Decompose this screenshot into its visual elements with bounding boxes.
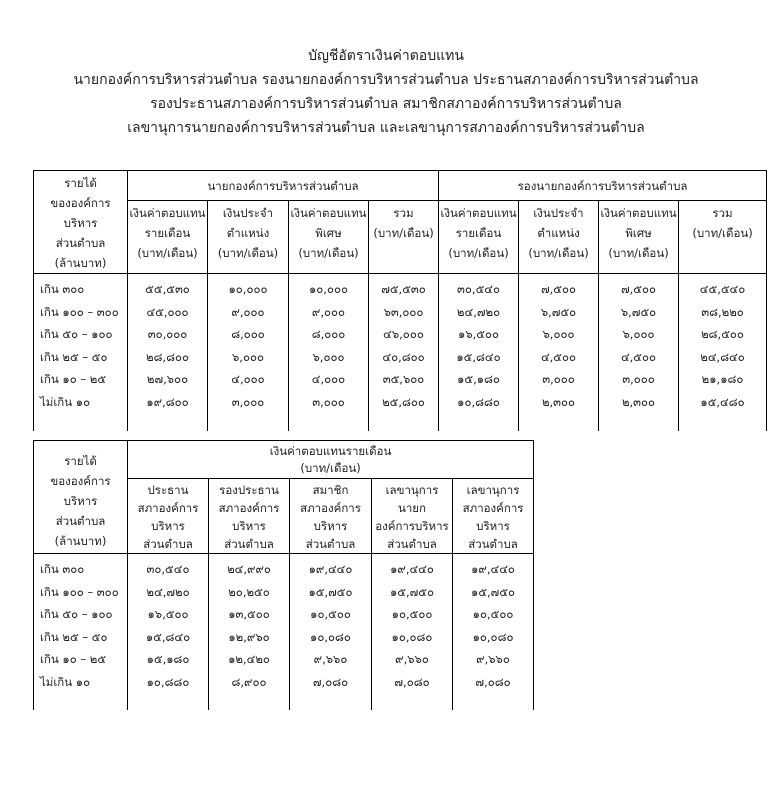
column-header-line: ส่วนตำบล [468,537,518,551]
column-header [208,201,289,274]
column-header-line: ส่วนตำบล [387,537,437,551]
column-header-line: บริหาร [232,519,266,533]
column-header-line: รวม [712,206,733,221]
data-cell: ๓,๐๐๐ [542,372,575,386]
data-column [372,554,453,710]
data-cell: ๑๐,๐๘๐ [391,629,433,644]
row-labels-column [34,554,128,710]
data-cell: ๓๐,๐๐๐ [147,327,188,341]
data-cell: ๘,๐๐๐ [231,327,265,341]
data-cell: ๖,๐๐๐ [312,349,345,364]
row-label: เกิน ๕๐ – ๑๐๐ [40,607,113,621]
data-cell: ๑๕,๘๔๐ [456,349,501,364]
title-line: นายกองค์การบริหารส่วนตำบล รองนายกองค์การบริหารส่วนตำบล ประธานสภาองค์การบริหารส่วนตำบล [73,72,699,88]
data-cell: ๑๐,๐๐๐ [308,282,349,296]
data-cell: ๖,๐๐๐ [622,327,655,341]
column-header-line: สภาองค์การ [462,501,524,515]
data-cell: ๙,๐๐๐ [311,304,346,319]
data-cell: ๖,๗๕๐ [540,304,577,319]
data-cell: ๑๐,๕๐๐ [472,607,514,621]
column-header-line: สภาองค์การ [300,501,361,515]
income-header [34,441,128,554]
data-cell: ๕๕,๕๓๐ [145,282,190,296]
data-column [289,274,369,431]
data-cell: ๔๖,๐๐๐ [383,327,424,341]
column-header [209,479,290,554]
data-cell: ๗,๕๐๐ [540,282,577,296]
column-header-line: รายเดือน [455,226,502,241]
row-label: เกิน ๕๐ – ๑๐๐ [40,327,113,341]
data-cell: ๑๐,๕๐๐ [391,607,433,621]
column-header-line: (บาท/เดือน) [137,246,198,261]
data-cell: ๑๐,๐๘๐ [472,629,514,644]
data-cell: ๗,๐๘๐ [394,674,430,689]
document-title [0,44,772,140]
data-column [679,274,767,431]
data-cell: ๖,๐๐๐ [231,349,264,364]
column-header-line: บริหาร [476,519,510,533]
data-column [369,274,439,431]
column-header-line: เงินค่าตอบแทน [440,206,517,221]
data-cell: ๑๒,๔๒๐ [228,652,270,666]
data-column [453,554,534,710]
income-header-line: ส่วนตำบล [55,514,106,528]
data-cell: ๑๕,๗๕๐ [471,584,516,599]
column-header-line: สภาองค์การ [218,501,280,515]
group-header-deputy-mayor: รองนายกองค์การบริหารส่วนตำบล [439,171,767,201]
data-cell: ๓๐,๕๔๐ [457,282,500,296]
data-cell: ๖,๗๕๐ [620,304,657,319]
data-cell: ๑๐,๐๐๐ [228,282,268,296]
column-header [372,479,453,554]
data-column [439,274,519,431]
data-cell: ๖๓,๐๐๐ [383,304,424,319]
column-header-line: (บาท/เดือน) [692,226,753,241]
data-column [290,554,372,710]
column-header-line: ส่วนตำบล [224,537,274,551]
column-header-line: เงินประจำ [533,206,584,221]
row-label: เกิน ๓๐๐ [40,282,85,296]
column-header-line: เงินค่าตอบแทน [129,206,206,221]
income-header-line: ขององค์การบริหาร [50,196,111,230]
column-header-line: องค์การบริหาร [375,519,449,533]
title-line: บัญชีอัตราเงินค่าตอบแทน [308,48,464,64]
row-label: เกิน ๒๕ – ๕๐ [40,349,108,364]
column-header-line: รายเดือน [144,226,191,241]
data-column [519,274,599,431]
row-labels-column [34,274,128,431]
data-cell: ๑๒,๙๖๐ [228,629,270,644]
data-cell: ๔,๕๐๐ [620,349,657,364]
income-header-line: รายได้ [64,454,97,468]
data-cell: ๔๕,๐๐๐ [146,304,189,319]
data-cell: ๑๕,๘๔๐ [145,629,191,644]
column-header [679,201,767,274]
data-cell: ๓,๐๐๐ [312,394,345,409]
row-label: เกิน ๓๐๐ [40,562,85,576]
data-column [128,274,208,431]
data-cell: ๑๐,๕๐๐ [310,607,351,621]
data-cell: ๑๙,๘๐๐ [146,394,189,409]
data-cell: ๒๘,๘๐๐ [145,349,190,364]
column-header [369,201,439,274]
column-header-line: สมาชิก [312,483,349,497]
column-header [599,201,679,274]
data-cell: ๙,๖๖๐ [313,652,348,666]
data-cell: ๓๕,๖๐๐ [382,372,425,386]
data-column [128,554,209,710]
group-header-monthly [128,441,534,479]
data-cell: ๔,๐๐๐ [311,372,346,386]
data-cell: ๑๓,๕๐๐ [228,607,270,621]
column-header-line: เงินประจำ [222,206,274,221]
column-header-line: (บาท/เดือน) [373,226,434,241]
column-header [439,201,519,274]
data-cell: ๒๕,๘๐๐ [382,394,425,409]
compensation-table-executives [33,170,767,431]
row-label: เกิน ๑๐ – ๒๕ [40,372,107,386]
title-line: รองประธานสภาองค์การบริหารส่วนตำบล สมาชิกสภาองค์การบริหารส่วนตำบล [150,96,622,112]
column-header-line: ตำแหน่ง [226,226,270,241]
data-cell: ๒๗,๖๐๐ [146,372,189,386]
group-line: (บาท/เดือน) [300,461,361,475]
data-cell: ๔๐,๘๐๐ [382,349,425,364]
data-cell: ๒๔,๗๒๐ [456,304,501,319]
row-label: เกิน ๑๐๐ – ๓๐๐ [40,584,119,599]
column-header-line: (บาท/เดือน) [298,246,359,261]
income-header-line: (ล้านบาท) [54,534,107,548]
data-cell: ๔,๕๐๐ [540,349,577,364]
data-cell: ๒,๓๐๐ [541,394,576,409]
column-header-line: ประธาน [147,483,189,497]
column-header-line: เลขานุการ [466,483,520,497]
compensation-table-council [33,440,534,710]
data-cell: ๗๕,๕๓๐ [381,282,426,296]
row-label: ไม่เกิน ๑๐ [40,674,91,689]
data-cell: ๑๙,๔๔๐ [308,562,353,576]
row-label: ไม่เกิน ๑๐ [40,394,91,409]
column-header-line: เลขานุการ [385,483,439,497]
data-cell: ๒๘,๕๐๐ [701,327,744,341]
column-header-line: (บาท/เดือน) [528,246,589,261]
data-cell: ๑๐,๐๘๐ [310,629,351,644]
data-cell: ๙,๖๖๐ [395,652,429,666]
data-cell: ๔๕,๕๔๐ [699,282,746,296]
column-header [519,201,599,274]
data-column [208,274,289,431]
data-cell: ๗,๐๘๐ [475,674,511,689]
income-header-line: รายได้ [64,176,97,190]
group-line: เงินค่าตอบแทนรายเดือน [269,444,392,458]
column-header-line: ส่วนตำบล [305,537,356,551]
column-header-line: นายก [397,501,427,515]
column-header-line: พิเศษ [315,226,342,241]
column-header-line: ส่วนตำบล [143,537,193,551]
data-cell: ๗,๕๐๐ [620,282,657,296]
column-header [128,479,209,554]
income-header [34,171,128,274]
data-cell: ๑๖,๕๐๐ [147,607,189,621]
column-header-line: ตำแหน่ง [537,226,580,241]
column-header-line: รองประธาน [219,483,279,497]
data-cell: ๓,๐๐๐ [231,394,265,409]
data-cell: ๖,๐๐๐ [542,327,575,341]
data-cell: ๒๔,๘๔๐ [700,349,745,364]
data-cell: ๔,๐๐๐ [231,372,265,386]
data-cell: ๑๕,๑๘๐ [146,652,190,666]
title-line: เลขานุการนายกองค์การบริหารส่วนตำบล และเลขานุการสภาองค์การบริหารส่วนตำบล [127,120,645,136]
data-cell: ๑๙,๔๔๐ [471,562,515,576]
row-label: เกิน ๒๕ – ๕๐ [40,629,108,644]
data-cell: ๑๕,๗๕๐ [389,584,435,599]
data-cell: ๒๔,๙๙๐ [227,562,271,576]
data-cell: ๙,๐๐๐ [231,304,265,319]
data-cell: ๑๐,๘๘๐ [457,394,500,409]
data-cell: ๙,๖๖๐ [476,652,510,666]
column-header-line: พิเศษ [625,226,652,241]
column-header-line: (บาท/เดือน) [217,246,279,261]
data-column [599,274,679,431]
data-cell: ๓,๐๐๐ [622,372,655,386]
column-header-line: (บาท/เดือน) [448,246,509,261]
data-cell: ๑๕,๔๘๐ [700,394,745,409]
income-header-line: (ล้านบาท) [54,256,107,270]
column-header-line: เงินค่าตอบแทน [600,206,677,221]
column-header-line: บริหาร [151,519,185,533]
column-header [453,479,534,554]
column-header [289,201,369,274]
data-cell: ๘,๙๐๐ [231,674,267,689]
data-cell: ๗,๐๘๐ [312,674,349,689]
group-header-mayor: นายกองค์การบริหารส่วนตำบล [128,171,439,201]
data-cell: ๓๘,๒๒๐ [701,304,744,319]
data-column [209,554,290,710]
data-cell: ๑๙,๔๔๐ [390,562,434,576]
row-label: เกิน ๑๐๐ – ๓๐๐ [40,304,119,319]
column-header [290,479,372,554]
data-cell: ๓๐,๕๔๐ [146,562,190,576]
data-cell: ๑๕,๗๕๐ [308,584,353,599]
column-header-line: สภาองค์การ [137,501,199,515]
data-cell: ๒๔,๗๒๐ [146,584,190,599]
data-cell: ๑๕,๑๘๐ [457,372,500,386]
data-cell: ๒๑,๑๘๐ [701,372,744,386]
income-header-line: ส่วนตำบล [55,236,106,250]
column-header-line: (บาท/เดือน) [608,246,669,261]
column-header [128,201,208,274]
row-label: เกิน ๑๐ – ๒๕ [40,652,107,666]
column-header-line: รวม [393,206,414,221]
data-cell: ๒,๓๐๐ [621,394,656,409]
data-cell: ๘,๐๐๐ [311,327,346,341]
column-header-line: เงินค่าตอบแทน [290,206,367,221]
data-cell: ๑๐,๘๘๐ [146,674,190,689]
column-header-line: บริหาร [313,519,348,533]
data-cell: ๑๖,๕๐๐ [458,327,500,341]
data-cell: ๒๐,๒๕๐ [228,584,270,599]
income-header-line: ขององค์การบริหาร [50,474,111,508]
